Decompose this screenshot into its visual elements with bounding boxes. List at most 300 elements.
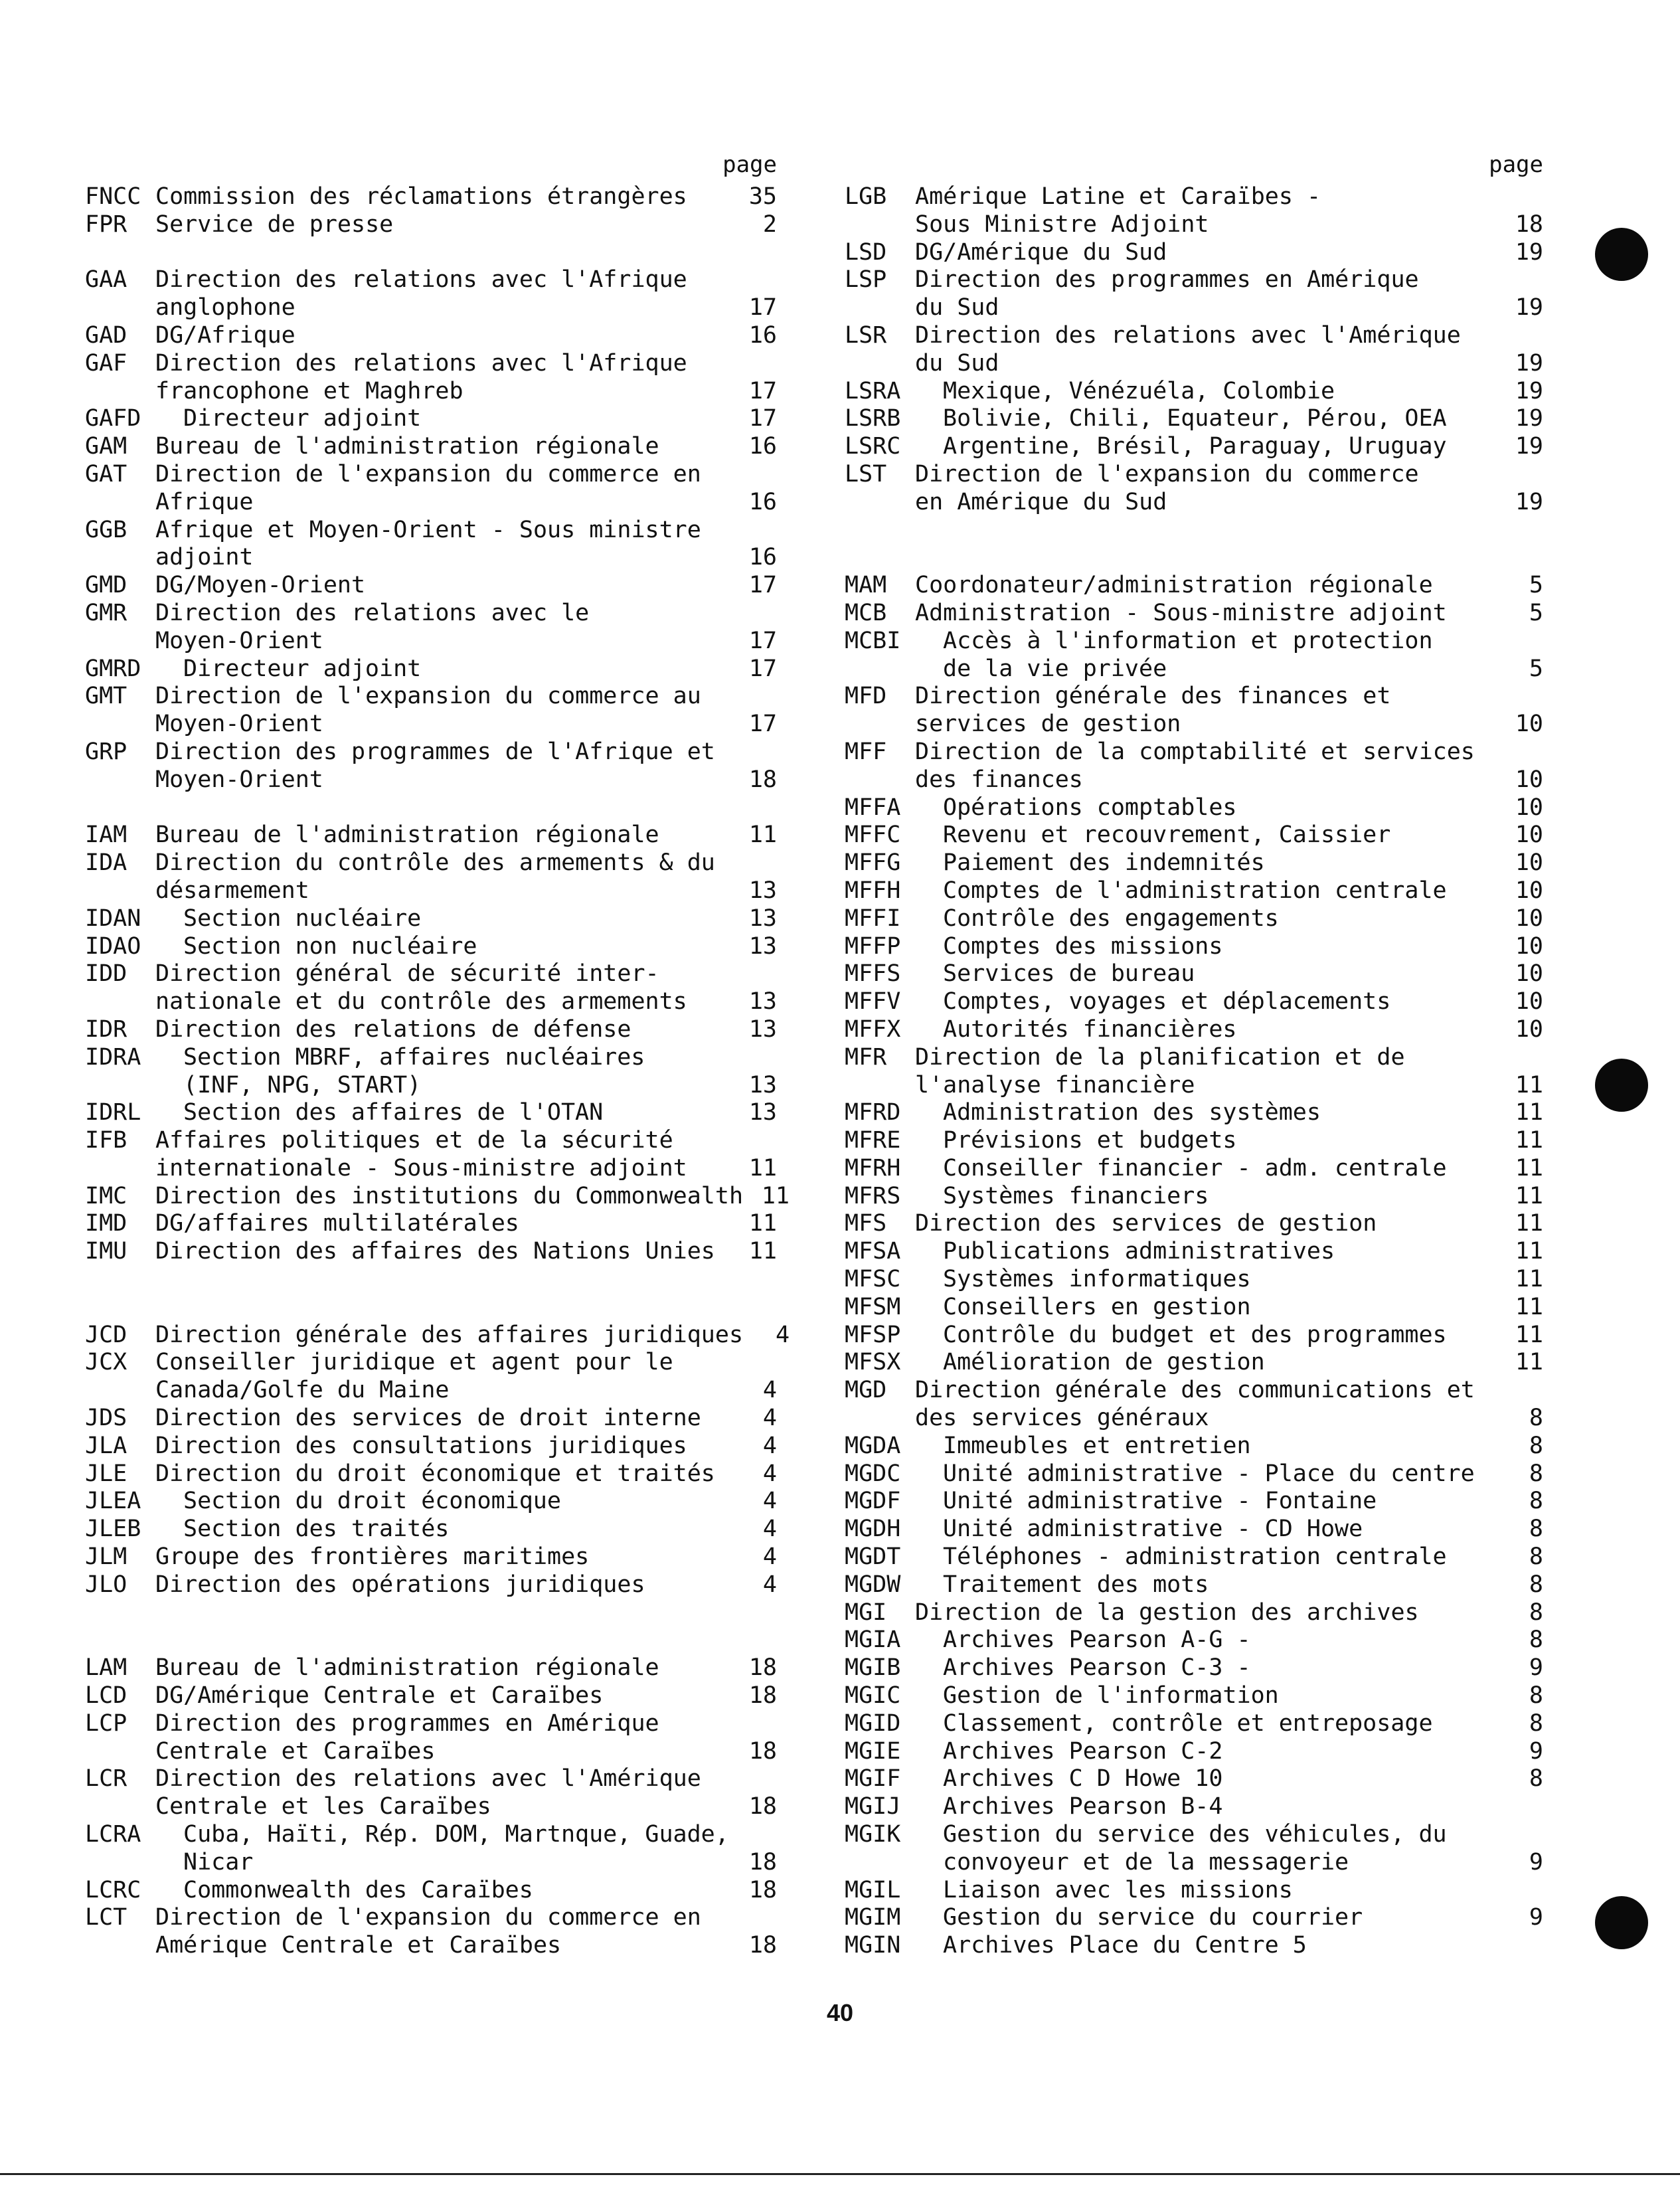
entry-line	[915, 960, 1543, 988]
entry-line	[155, 1016, 777, 1044]
entry-code: MFSP	[845, 1321, 901, 1348]
entry-code: MFSX	[845, 1349, 901, 1376]
entry-line	[155, 405, 777, 433]
entry-line	[915, 1738, 1543, 1766]
entry-code: IDD	[85, 960, 127, 988]
entry-text: Unité administrative - Fontaine	[943, 1488, 1377, 1515]
entry-line	[915, 1183, 1543, 1211]
entry-code: LST	[845, 460, 887, 487]
entry-description	[915, 378, 1543, 406]
entry-code: IDRA	[85, 1043, 141, 1071]
entry-line	[155, 656, 777, 683]
entry-description	[155, 656, 777, 683]
directory-entry	[845, 1155, 1543, 1183]
entry-page-ref: 8	[1529, 1626, 1543, 1654]
entry-description	[155, 683, 777, 739]
entry-line	[155, 1710, 777, 1738]
entry-text: Direction de l'expansion du commerce	[915, 460, 1419, 487]
entry-code: IDRL	[85, 1099, 141, 1126]
entry-line	[155, 1210, 777, 1238]
entry-code: IMD	[85, 1210, 127, 1237]
entry-code: MFSC	[845, 1266, 901, 1293]
directory-entry	[845, 1710, 1543, 1738]
entry-text: Section du droit économique	[183, 1488, 561, 1515]
entry-code: IDA	[85, 849, 127, 877]
entry-page-ref	[730, 739, 777, 766]
entry-page-ref	[1497, 628, 1543, 656]
entry-line	[915, 350, 1543, 378]
entry-text: Direction des relations avec le	[155, 599, 590, 626]
entry-description	[155, 433, 777, 461]
entry-code: MGID	[845, 1709, 901, 1737]
entry-page-ref	[730, 1127, 777, 1155]
entry-code: LSR	[845, 321, 887, 349]
directory-entry	[85, 1210, 777, 1238]
directory-entry	[845, 1738, 1543, 1766]
entry-page-ref	[730, 1904, 777, 1932]
entry-description	[915, 1183, 1543, 1211]
entry-description	[915, 1654, 1543, 1682]
entry-line	[155, 1460, 777, 1488]
entry-text: Gestion de l'information	[943, 1682, 1279, 1709]
directory-entry	[845, 1322, 1543, 1350]
entry-text: Traitement des mots	[943, 1571, 1209, 1598]
entry-description	[155, 461, 777, 517]
entry-text: Comptes de l'administration centrale	[943, 877, 1447, 904]
directory-entry	[85, 683, 777, 739]
entry-page-ref: 8	[1529, 1571, 1543, 1598]
entry-text: du Sud	[915, 294, 999, 321]
entry-page-ref: 13	[748, 905, 777, 932]
entry-code: MFFX	[845, 1015, 901, 1043]
page-column-header	[85, 151, 777, 183]
directory-entry	[845, 433, 1543, 461]
entry-page-ref: 11	[1515, 1238, 1543, 1265]
entry-line	[155, 1682, 777, 1710]
entry-line	[155, 294, 777, 322]
entry-page-ref	[1497, 1821, 1543, 1849]
entry-description	[155, 1127, 777, 1183]
directory-entry	[845, 183, 1543, 239]
entry-line	[915, 1099, 1543, 1127]
entry-code: MGIF	[845, 1765, 901, 1793]
directory-entry	[85, 600, 777, 656]
entry-code: MFSM	[845, 1293, 901, 1320]
entry-description	[155, 1460, 777, 1488]
directory-entry	[85, 1099, 777, 1127]
entry-line	[155, 933, 777, 961]
entry-text: Afrique et Moyen-Orient - Sous ministre	[155, 516, 701, 543]
entry-code: IDAO	[85, 932, 141, 960]
entry-line	[155, 1349, 777, 1377]
entry-line	[155, 1904, 777, 1932]
entry-description	[155, 1821, 777, 1877]
entry-page-ref: 4	[762, 1432, 777, 1459]
entry-code: LCRA	[85, 1821, 141, 1848]
section-gap	[85, 239, 777, 267]
entry-description	[915, 1626, 1543, 1654]
entry-description	[155, 1904, 777, 1960]
entry-text: Bolivie, Chili, Equateur, Pérou, OEA	[943, 405, 1447, 432]
entry-page-ref	[1497, 1377, 1543, 1405]
directory-entry	[845, 1127, 1543, 1155]
entry-text: Direction des services de droit interne	[155, 1405, 701, 1432]
entry-description	[915, 1738, 1543, 1766]
entry-line	[155, 183, 777, 211]
entry-page-ref: 18	[748, 1682, 777, 1709]
entry-page-ref: 10	[1515, 988, 1543, 1015]
entry-line	[155, 1183, 790, 1211]
entry-description	[915, 1016, 1543, 1044]
binder-hole-top	[1595, 228, 1648, 281]
entry-line	[915, 433, 1543, 461]
directory-entry	[845, 461, 1543, 517]
entry-page-ref	[1497, 322, 1543, 350]
entry-line	[155, 1793, 777, 1821]
directory-entry	[845, 1460, 1543, 1488]
entry-description	[155, 1183, 790, 1211]
entry-line	[155, 517, 777, 545]
entry-page-ref	[730, 461, 777, 489]
entry-description	[915, 461, 1543, 517]
entry-line	[155, 211, 777, 239]
entry-text: Archives Place du Centre 5	[943, 1932, 1307, 1959]
entry-text: Archives Pearson C-3 -	[943, 1654, 1251, 1682]
directory-entry	[845, 849, 1543, 877]
directory-entry	[845, 1904, 1543, 1932]
entry-line	[155, 849, 777, 877]
entry-text: Direction des consultations juridiques	[155, 1432, 687, 1459]
entry-description	[155, 1877, 777, 1905]
entry-page-ref: 4	[762, 1516, 777, 1543]
directory-entry	[85, 405, 777, 433]
entry-line	[915, 1904, 1543, 1932]
entry-description	[915, 1904, 1543, 1932]
entry-text: Direction de la comptabilité et services	[915, 738, 1475, 765]
entry-code: LSRC	[845, 433, 901, 460]
entry-line	[155, 766, 777, 794]
entry-text: Centrale et Caraïbes	[155, 1737, 436, 1765]
directory-entry	[85, 461, 777, 517]
entry-page-ref	[730, 1349, 777, 1377]
entry-text: Conseillers en gestion	[943, 1293, 1251, 1320]
entry-line	[915, 1599, 1543, 1627]
entry-line	[915, 489, 1543, 517]
directory-entry	[845, 683, 1543, 739]
entry-page-ref	[730, 266, 777, 294]
entry-description	[915, 1877, 1543, 1905]
entry-text: Revenu et recouvrement, Caissier	[943, 822, 1391, 849]
directory-entry	[85, 1571, 777, 1599]
entry-line	[155, 1238, 777, 1266]
entry-page-ref: 9	[1529, 1848, 1543, 1876]
entry-description	[915, 1294, 1543, 1322]
directory-entry	[845, 405, 1543, 433]
entry-line	[915, 378, 1543, 406]
entry-line	[155, 1516, 777, 1543]
directory-entry	[85, 572, 777, 600]
directory-entry	[845, 572, 1543, 600]
section-gap	[845, 517, 1543, 572]
entry-text: Prévisions et budgets	[943, 1127, 1237, 1154]
entry-description	[155, 350, 777, 406]
entry-description	[915, 1765, 1543, 1793]
entry-description	[915, 1682, 1543, 1710]
entry-line	[915, 822, 1543, 849]
entry-code: GMT	[85, 683, 127, 710]
entry-text: Section non nucléaire	[183, 932, 477, 960]
entry-page-ref: 8	[1529, 1599, 1543, 1626]
directory-entry	[845, 1349, 1543, 1377]
directory-entry	[85, 1433, 777, 1460]
entry-text: Immeubles et entretien	[943, 1432, 1251, 1459]
entry-code: JLO	[85, 1571, 127, 1598]
entry-description	[915, 1599, 1543, 1627]
directory-entry	[845, 1543, 1543, 1571]
entry-line	[915, 1349, 1543, 1377]
entry-code: GGB	[85, 516, 127, 543]
entry-description	[155, 572, 777, 600]
directory-entry	[85, 933, 777, 961]
entry-text: Direction générale des affaires juridiques	[155, 1321, 744, 1348]
directory-entry	[85, 656, 777, 683]
entry-page-ref: 8	[1529, 1682, 1543, 1709]
entry-line	[155, 572, 777, 600]
entry-line	[155, 1044, 777, 1072]
directory-entry	[85, 1127, 777, 1183]
entry-page-ref: 10	[1515, 766, 1543, 793]
entry-page-ref: 11	[1515, 1210, 1543, 1237]
entry-text: Service de presse	[155, 211, 394, 238]
entry-page-ref: 11	[748, 822, 777, 849]
entry-description	[155, 1765, 777, 1821]
entry-page-ref: 13	[748, 988, 777, 1015]
directory-entry	[845, 1821, 1543, 1877]
entry-description	[915, 628, 1543, 683]
entry-text: Directeur adjoint	[183, 405, 422, 432]
entry-page-ref: 11	[1515, 1266, 1543, 1293]
entry-text: Amérique Centrale et Caraïbes	[155, 1932, 562, 1959]
entry-page-ref: 18	[748, 1876, 777, 1903]
directory-entry	[845, 1516, 1543, 1543]
binder-hole-bottom	[1595, 1896, 1648, 1949]
directory-entry	[845, 1266, 1543, 1294]
entry-line	[915, 1765, 1543, 1793]
entry-page-ref: 17	[748, 294, 777, 321]
entry-code: MFRD	[845, 1099, 901, 1126]
directory-entry	[85, 1405, 777, 1433]
entry-description	[915, 239, 1543, 267]
entry-code: FNCC	[85, 183, 141, 210]
directory-list-right	[845, 183, 1543, 1960]
entry-text: Direction du droit économique et traités	[155, 1460, 715, 1487]
entry-description	[155, 1571, 777, 1599]
entry-description	[915, 933, 1543, 961]
entry-text: Direction des programmes en Amérique	[155, 1709, 659, 1737]
entry-text: convoyeur et de la messagerie	[943, 1848, 1349, 1876]
entry-text: internationale - Sous-ministre adjoint	[155, 1154, 687, 1182]
directory-entry	[85, 739, 777, 794]
entry-page-ref: 8	[1529, 1765, 1543, 1793]
entry-text: Unité administrative - Place du centre	[943, 1460, 1475, 1487]
entry-text: désarmement	[155, 877, 309, 904]
directory-entry	[845, 905, 1543, 933]
entry-description	[915, 988, 1543, 1016]
entry-page-ref: 17	[748, 405, 777, 432]
entry-page-ref: 11	[1515, 1293, 1543, 1320]
entry-page-ref: 4	[762, 1405, 777, 1432]
entry-code: MGDC	[845, 1460, 901, 1487]
entry-text: Téléphones - administration centrale	[943, 1543, 1447, 1571]
entry-page-ref	[730, 1765, 777, 1793]
entry-code: JDS	[85, 1405, 127, 1432]
entry-text: Bureau de l'administration régionale	[155, 822, 659, 849]
entry-description	[155, 960, 777, 1016]
entry-line	[915, 1294, 1543, 1322]
entry-description	[915, 433, 1543, 461]
directory-entry	[85, 1821, 777, 1877]
entry-line	[915, 183, 1543, 211]
entry-description	[915, 1377, 1543, 1433]
entry-page-ref: 17	[748, 627, 777, 654]
entry-page-ref: 8	[1529, 1543, 1543, 1571]
entry-line	[915, 572, 1543, 600]
entry-line	[915, 1433, 1543, 1460]
entry-text: DG/Amérique du Sud	[915, 238, 1167, 266]
entry-description	[155, 405, 777, 433]
entry-code: MFFG	[845, 849, 901, 877]
entry-page-ref: 8	[1529, 1516, 1543, 1543]
entry-description	[915, 1516, 1543, 1543]
entry-code: GAD	[85, 321, 127, 349]
entry-line	[915, 322, 1543, 350]
entry-page-ref: 13	[748, 932, 777, 960]
directory-entry	[845, 239, 1543, 267]
entry-description	[915, 849, 1543, 877]
entry-page-ref	[730, 960, 777, 988]
entry-page-ref: 13	[748, 1099, 777, 1126]
directory-entry	[85, 211, 777, 239]
entry-code: MGDH	[845, 1516, 901, 1543]
entry-text: Direction générale des finances et	[915, 683, 1391, 710]
entry-code: LCR	[85, 1765, 127, 1793]
entry-line	[915, 1322, 1543, 1350]
entry-text: de la vie privée	[943, 655, 1167, 682]
entry-page-ref: 17	[748, 655, 777, 682]
entry-line	[915, 600, 1543, 628]
entry-text: Groupe des frontières maritimes	[155, 1543, 590, 1571]
entry-text: Direction de la gestion des archives	[915, 1599, 1419, 1626]
page-number: 40	[826, 1999, 854, 2026]
entry-line	[915, 294, 1543, 322]
entry-text: Comptes, voyages et déplacements	[943, 988, 1391, 1015]
entry-text: Paiement des indemnités	[943, 849, 1265, 877]
entry-line	[915, 1571, 1543, 1599]
entry-line	[915, 849, 1543, 877]
entry-code: LSRA	[845, 377, 901, 404]
entry-text: Systèmes informatiques	[943, 1266, 1251, 1293]
entry-text: Mexique, Vénézuéla, Colombie	[943, 377, 1335, 404]
section-gap	[85, 1599, 777, 1655]
directory-entry	[845, 322, 1543, 378]
directory-entry	[845, 1099, 1543, 1127]
directory-entry	[845, 1294, 1543, 1322]
entry-code: MGIJ	[845, 1793, 901, 1820]
directory-entry	[85, 849, 777, 905]
entry-text: Direction des relations de défense	[155, 1015, 631, 1043]
entry-description	[155, 1210, 777, 1238]
entry-code: MFFA	[845, 794, 901, 821]
page-label: page	[722, 151, 777, 178]
entry-text: Direction des programmes de l'Afrique et	[155, 738, 715, 765]
directory-entry	[845, 1210, 1543, 1238]
entry-text: des services généraux	[915, 1405, 1209, 1432]
directory-entry	[845, 960, 1543, 988]
entry-description	[155, 905, 777, 933]
directory-entry	[85, 822, 777, 849]
entry-description	[915, 183, 1543, 239]
entry-code: JLA	[85, 1432, 127, 1459]
entry-description	[915, 739, 1543, 794]
entry-page-ref	[1497, 683, 1543, 711]
entry-code: GMD	[85, 572, 127, 599]
entry-page-ref: 16	[748, 488, 777, 515]
entry-description	[915, 1044, 1543, 1100]
entry-text: Section nucléaire	[183, 905, 422, 932]
entry-description	[155, 822, 777, 849]
entry-page-ref: 11	[1515, 1127, 1543, 1154]
entry-line	[915, 988, 1543, 1016]
entry-line	[915, 1016, 1543, 1044]
entry-code: LCP	[85, 1709, 127, 1737]
entry-description	[915, 572, 1543, 600]
directory-entry	[85, 1543, 777, 1571]
entry-description	[155, 933, 777, 961]
entry-description	[155, 1654, 777, 1682]
entry-description	[915, 683, 1543, 739]
entry-line	[915, 1654, 1543, 1682]
entry-line	[915, 711, 1543, 739]
entry-text: Amélioration de gestion	[943, 1349, 1265, 1376]
entry-page-ref	[730, 1821, 777, 1849]
entry-page-ref: 13	[748, 1071, 777, 1098]
entry-line	[915, 1072, 1543, 1100]
entry-code: MGIA	[845, 1626, 901, 1654]
entry-page-ref	[1497, 1044, 1543, 1072]
entry-text: DG/affaires multilatérales	[155, 1210, 519, 1237]
directory-entry	[85, 1016, 777, 1044]
entry-description	[155, 1488, 777, 1516]
entry-page-ref: 11	[748, 1154, 777, 1182]
directory-entry	[85, 1765, 777, 1821]
entry-page-ref	[730, 1710, 777, 1738]
entry-text: Direction de l'expansion du commerce au	[155, 683, 701, 710]
entry-line	[915, 1266, 1543, 1294]
entry-description	[915, 405, 1543, 433]
entry-code: LSP	[845, 266, 887, 294]
entry-description	[915, 822, 1543, 849]
entry-line	[155, 1433, 777, 1460]
entry-text: Archives Pearson B-4	[943, 1793, 1223, 1820]
entry-page-ref: 13	[748, 877, 777, 904]
entry-code: GAM	[85, 433, 127, 460]
entry-line	[155, 822, 777, 849]
entry-text: Direction de la planification et de	[915, 1043, 1405, 1071]
entry-description	[155, 849, 777, 905]
entry-code: MFFH	[845, 877, 901, 904]
entry-code: IMU	[85, 1238, 127, 1265]
entry-description	[155, 1516, 777, 1543]
